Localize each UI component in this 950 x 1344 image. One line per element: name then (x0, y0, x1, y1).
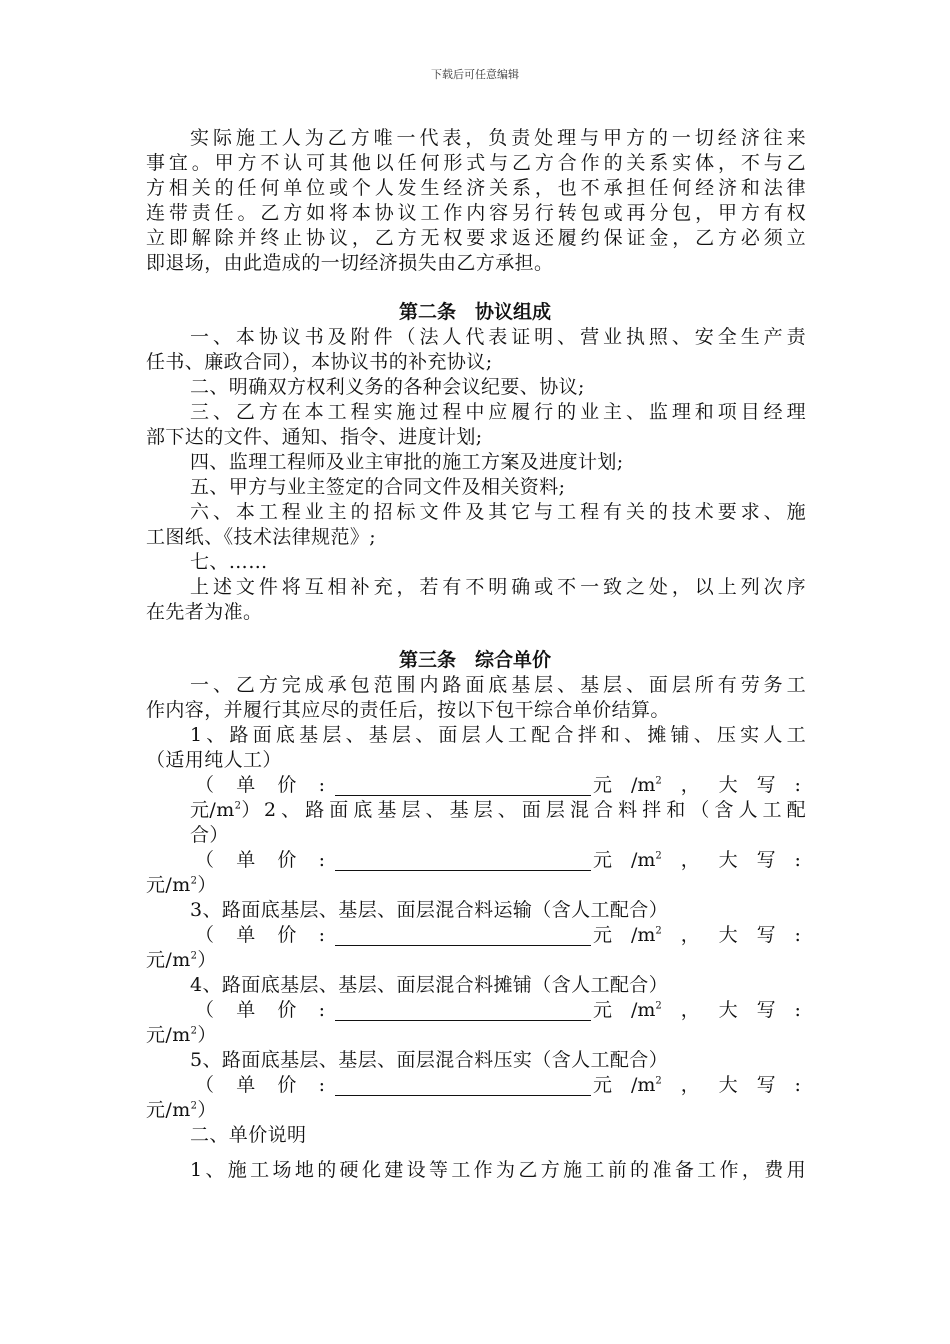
article2-title: 第二条 协议组成 (398, 301, 551, 323)
article3-line: 3、路面底基层、基层、面层混合料运输（含人工配合） (190, 899, 669, 921)
article2-line: 五、甲方与业主签定的合同文件及相关资料; (190, 476, 566, 498)
article2-line: 四、监理工程师及业主审批的施工方案及进度计划; (190, 451, 624, 473)
article3-line: 4、路面底基层、基层、面层混合料摊铺（含人工配合） (190, 974, 669, 996)
article3-line: 2、路面底基层、基层、面层混合料拌和（含人工配 (264, 799, 806, 821)
article2-line: 工图纸、《技术法律规范》; (146, 526, 377, 548)
price-blank (335, 1000, 591, 1021)
price-close: 元$/m^2$） (190, 799, 261, 821)
price-close: 元$/m^2$） (146, 949, 217, 971)
price-blank (335, 1075, 591, 1096)
page-header-note: 下载后可任意编辑 (431, 68, 519, 81)
article2-line: 任书、廉政合同），本协议书的补充协议; (146, 351, 493, 373)
intro-line: 事宜。甲方不认可其他以任何形式与乙方合作的关系实体，不与乙 (146, 152, 806, 174)
article3-line: 作内容，并履行其应尽的责任后，按以下包干综合单价结算。 (146, 699, 670, 721)
article2-line: 七、…… (190, 551, 268, 573)
article3-line: （适用纯人工） (146, 749, 282, 771)
price-row: （ 单 价 : 元 $/m^2$ ， 大 写 : (195, 999, 801, 1021)
article3-line: 一、乙方完成承包范围内路面底基层、基层、面层所有劳务工 (190, 674, 806, 696)
article3-line: 合） (190, 824, 229, 846)
intro-line: 连带责任。乙方如将本协议工作内容另行转包或再分包，甲方有权 (146, 202, 806, 224)
price-blank (335, 925, 591, 946)
article2-line: 上述文件将互相补充，若有不明确或不一致之处，以上列次序 (190, 576, 806, 598)
price-row: （ 单 价 : 元 $/m^2$ ， 大 写 : (195, 1074, 801, 1096)
article2-line: 部下达的文件、通知、指令、进度计划; (146, 426, 483, 448)
article3-line: 1、施工场地的硬化建设等工作为乙方施工前的准备工作，费用 (190, 1159, 806, 1181)
article2-line: 一、本协议书及附件（法人代表证明、营业执照、安全生产责 (190, 326, 806, 348)
article2-line: 三、乙方在本工程实施过程中应履行的业主、监理和项目经理 (190, 401, 806, 423)
article3-title: 第三条 综合单价 (398, 649, 551, 671)
article3-line: 5、路面底基层、基层、面层混合料压实（含人工配合） (190, 1049, 669, 1071)
price-row: （ 单 价 : 元 $/m^2$ ， 大 写 : (195, 774, 801, 796)
article2-line: 二、明确双方权利义务的各种会议纪要、协议; (190, 376, 585, 398)
intro-line: 即退场，由此造成的一切经济损失由乙方承担。 (146, 252, 554, 274)
article3-line: 1、路面底基层、基层、面层人工配合拌和、摊铺、压实人工 (190, 724, 806, 746)
article3-line: 二、单价说明 (190, 1124, 307, 1146)
price-close: 元$/m^2$） (146, 874, 217, 896)
article2-line: 六、本工程业主的招标文件及其它与工程有关的技术要求、施 (190, 501, 806, 523)
article2-line: 在先者为准。 (146, 601, 263, 623)
intro-line: 立即解除并终止协议，乙方无权要求返还履约保证金，乙方必须立 (146, 227, 806, 249)
intro-line: 实际施工人为乙方唯一代表，负责处理与甲方的一切经济往来 (190, 127, 806, 149)
price-close: 元$/m^2$） (146, 1024, 217, 1046)
price-row: （ 单 价 : 元 $/m^2$ ， 大 写 : (195, 924, 801, 946)
price-blank (335, 850, 591, 871)
intro-line: 方相关的任何单位或个人发生经济关系，也不承担任何经济和法律 (146, 177, 806, 199)
price-close: 元$/m^2$） (146, 1099, 217, 1121)
price-blank (335, 775, 591, 796)
price-row: （ 单 价 : 元 $/m^2$ ， 大 写 : (195, 849, 801, 871)
